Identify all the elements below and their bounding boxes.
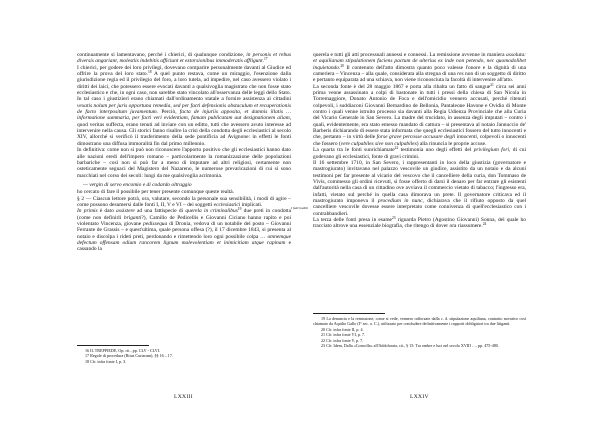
paragraph bbox=[313, 217, 526, 230]
footnote: 17 Regole di procedura (Ritus Curiarum), §§ 16 – 17. bbox=[85, 353, 173, 359]
footnote-ref: 23 bbox=[391, 215, 396, 220]
text-run: continuamente si lamentavano, perché i chierici, di qualunque condizione, bbox=[77, 52, 247, 58]
text-run: In definitiva: come non si può non riconoscere l'apporto positivo che gli ecclesiastici hanno dato alle nazioni eredi dell'impero romano – particolarmente la romanizzazione delle popolazioni barbariche – così non si può far a meno di imputare ad altri religiosi, certamente non osteticamente seguaci del Magistero del Nazareno, le numerose prevaricazioni di cui si sono macchiati nel corso dei secoli: lungi da me qualsivoglia acrimonia. bbox=[77, 147, 291, 179]
paragraph bbox=[313, 160, 526, 217]
paragraph bbox=[77, 147, 291, 179]
footnote-ref: 20 bbox=[340, 63, 344, 68]
footnote: 21 Cfr. infra fonte VI, p. 7. bbox=[321, 332, 366, 338]
italic-text: briganti bbox=[123, 214, 142, 221]
footnote-rule bbox=[77, 345, 149, 346]
paragraph bbox=[313, 52, 526, 84]
italic-text: facta de injuriis apposita, et damnis illatis … informatione summaria, per facti veri evidentiam, famam publicatam aut designationem aliam, bbox=[77, 109, 291, 122]
paragraph bbox=[77, 52, 291, 65]
text-run: ) alla rinuncia le proprie accuse. bbox=[416, 140, 487, 147]
page-number: LXXIV bbox=[410, 394, 429, 400]
paragraph bbox=[77, 208, 291, 252]
text-run: , colpevoli o innocenti che fossero ( bbox=[313, 134, 526, 147]
text-run: , dichiarava che il rifiuto opposto da quel cancelliere vescovile dovesse essere interpretato come connivenza di quell'ecclesiastico con i contrabbandieri. bbox=[313, 197, 527, 217]
footnote-ref: 19 bbox=[237, 207, 242, 212]
italic-text: vexatis nolum per juris opportuna remedia, sed per facti defensionis obstaculum et recuperationis de facto interpositum juvamentum. bbox=[77, 102, 291, 116]
text-run: non di un soggetto di diritto e pertanto equiparata ad una schiava, non viene riconosciuta la facoltà di intervenire all'atto. bbox=[313, 71, 526, 84]
italic-text: vere culpabiles sive non culpabiles bbox=[340, 140, 417, 147]
footnote: 19 La denuncia e la remissione, come si vede, vennero rafforzate dalla c. d. stipulazione aquiliana, contratto novativo così chiamato da Aquilio Gallo (I° sec. a. C.), utilizzato per concludere definitivamente i rapporti obbligatori tra due litiganti. bbox=[313, 316, 526, 327]
footnote-rule bbox=[313, 313, 385, 314]
verse-quote: — vergin di servo encomio e di codardo oltraggio bbox=[83, 181, 192, 188]
text-run: testimonia uno degli effetti del bbox=[398, 147, 474, 154]
paragraph bbox=[77, 65, 291, 147]
footnote-ref: 21 bbox=[490, 82, 494, 87]
footnote-ref: 22 bbox=[394, 146, 399, 151]
margin-note: I fatti inediti bbox=[291, 206, 308, 210]
text-run: , di cui godevano gli ecclesiastici, fonte di gravi crimini. bbox=[313, 147, 526, 160]
footnote: 23 Cfr. Idem, Dalla «Concolla» all'Addolorata, cit., § 15: Tra ombre e luci nel secolo XVIII …, pp. 475-480. bbox=[321, 343, 499, 349]
text-run: I chierici, per godere dei loro privilegi, dovevano comparire personalmente davanti al Giudice ed offrire la prova del loro stato. bbox=[77, 64, 291, 78]
right-body-text bbox=[313, 52, 526, 230]
text-run: La quarta tra le fonti sunrichiamate bbox=[313, 147, 395, 154]
text-run: è dato bbox=[97, 208, 116, 215]
italic-text: res bbox=[457, 71, 464, 78]
footnote: 16 IL TREPPIEDE, Op. cit., pp. CLV - CLVI. bbox=[85, 348, 161, 353]
right-page bbox=[300, 0, 600, 424]
text-run: ad una fattispecie di bbox=[134, 208, 186, 215]
page-number: LXXIII bbox=[174, 394, 193, 400]
text-run: e cassando la bbox=[77, 239, 291, 253]
italic-text: pedissequa bbox=[143, 220, 168, 227]
footnote: 20 Cfr. infra fonte II, p. 4. bbox=[321, 326, 364, 332]
italic-text: in personis et rebus diversis angariant, molestiis indebitis afficiunt et extorsionibus immoderatis affligunt. bbox=[77, 52, 291, 65]
footnote-ref: 18 bbox=[147, 70, 152, 75]
text-run: La seconda fonte è del 28 maggio 1867 e porta alla ribalta un fatto di sangue bbox=[313, 83, 491, 90]
text-run: La terza delle fonti presa in esame bbox=[313, 216, 392, 223]
italic-text: querela in criminalibus bbox=[185, 208, 238, 215]
text-run: querela e tutti gli atti processuali annessi e connessi. La remissione avvenne in maniera bbox=[313, 52, 507, 58]
paragraph bbox=[313, 84, 526, 147]
footnotes bbox=[77, 348, 291, 364]
footnote: 22 Cfr. infra fonte V, p. 7. bbox=[321, 337, 364, 343]
text-run: Il contenuto dell'atto dimostra quanto poco valesse l'onore e la dignità di una cameriera – Vincenza – alla quale, considerata alla stregua di una bbox=[313, 64, 526, 78]
italic-text: privilegium fori bbox=[473, 147, 510, 154]
text-run: § 2 — Ciascun lettore potrà, ora, valutare, secondo la personale sua sensibilità, i modi di agire – come possono desumersi dalle fonti I, II, V e VI – dei soggetti bbox=[77, 195, 291, 208]
left-body-text bbox=[77, 52, 291, 253]
text-run: due preti in condotta (come non definirli bbox=[77, 208, 291, 221]
text-run: implicati. bbox=[240, 201, 263, 208]
text-run: circa sei anni prima venne assassinato a colpi di bastonate in tutti i pressi della chiesa di San Nicola in Torremaggiore, Donato Antonio de Foca e dell'omicidio vennero accusati, perché ritenuti colpevoli, i suddiaconi Giovanni Bernardino de Bellonia, Pantaleone Havone e Ovidio di Monte contro i quali venne istruito processo sia davanti alla Regia Udienza Provinciale che alla Curia del Vicario Generale in San Severo. La madre del trucidato, in assenza degli imputati – contro i quali, evidentemente, era stato emesso mandato di cattura – si presentava al notaio Jannuccio de' Barberis dichiarando di essere stata informata che quegli ecclesiastici fossero del tutto innocenti e che, pertanto – in virtù delle bbox=[313, 83, 527, 141]
text-run: di Dronia, vedova di un notabile del posto – Giovanni Ferrante de Grassis – e quest'ultima, quale persona offesa (?), il 17 dicembre 1843, si presenta al notaio e discolpa i rideti preti, perdonando e rimettendo loro ogni possibile colpa … bbox=[77, 220, 291, 240]
paragraph: ho cercato di fare il possibile per tener presente comunque queste realtà. bbox=[77, 189, 235, 196]
text-run: ?), Camillo de Pedicellis e Giovanni Ciciano hanno rapito e poi violentato Vincenza, giovane bbox=[77, 214, 291, 227]
text-run: Il 16 settembre 1710, in San Severo, i rappresentanti in loco della giustizia (governatore e mastrogiurato) invitavano nel palazzo vescovile un giudice, assistito da un notaio e da alcuni testimoni per far presente al vicario del vescovo che il cancelliere della curia, don Tommaso de Vivis, commesso gli ordini ricevuti, si fosse offerto di darsi il denaro per far entrare gli esistenti dall'autorità nella casa di un cittadino ove avviava il commercio vietato di tabacco; l'ingresso era, infatti, vietato sul perché in quella casa dimorava un prete. Il governatore criticava ed il mastrogiurato imponeva il bbox=[313, 159, 526, 204]
footnotes bbox=[313, 316, 526, 348]
footnote: 18 Cfr. infra fonte I, p. 3. bbox=[85, 358, 127, 364]
text-run: Perciò, bbox=[158, 109, 180, 116]
text-run: quod veritas suffecta, erano tenuti ad inviare con un editto, tutti che avessero avuto interesse ad intervenire nella causa. Gli storici fanno risalire la crisi della condotta degli ecclesiastici al secolo XIV, allorché si verificò il trasferimento della sede pontificia ad Avignone: in effetti le fonti dimostrano una diffusa immoralità fin dal primo millennio. bbox=[77, 121, 291, 147]
italic-text: ecclesiastici bbox=[213, 201, 241, 208]
italic-text: assoluta: et aquilianam stipulationem faciens pactum de ulterius ex inde non petendo, nec quomodolibet inquietando. bbox=[313, 52, 526, 71]
italic-text: forse grave percosse accusare degli innocenti bbox=[376, 134, 477, 141]
text-run: riguarda Pietro (Agostino Giovanni) Sonna, del quale ho tracciato altrove una essenziale biografia, che ritengo di dover ora riassumere. bbox=[313, 216, 526, 230]
text-run: A quel punto restava, come un miraggio, l'esenzione dalla giurisdizione regia ed il privilegio del foro, a loro tutela, ad impedire, nel caso avessero violato i diritti dei laici, che potessero essere evocati davanti a qualsivoglia magistrato che non fosse stato ecclesiastico e che, in ogni caso, non sarebbe stato vincolato all'osservanza delle leggi dello Stato. In tal caso i giustizieri erano chiamati dall'ordinamento statale a fornire assistenza ai cittadini bbox=[77, 71, 291, 103]
footnote-ref: 17 bbox=[264, 57, 268, 62]
paragraph bbox=[313, 147, 526, 160]
italic-text: assistere bbox=[115, 208, 135, 215]
italic-text: omnemque defectum offensam odium rancorem lignum malevolentiam et inimicitiam atque rapinam bbox=[77, 233, 291, 246]
footnote-ref: 24 bbox=[482, 222, 487, 227]
italic-text: procedium in nunc bbox=[377, 197, 423, 204]
italic-text: In primis bbox=[77, 208, 98, 215]
